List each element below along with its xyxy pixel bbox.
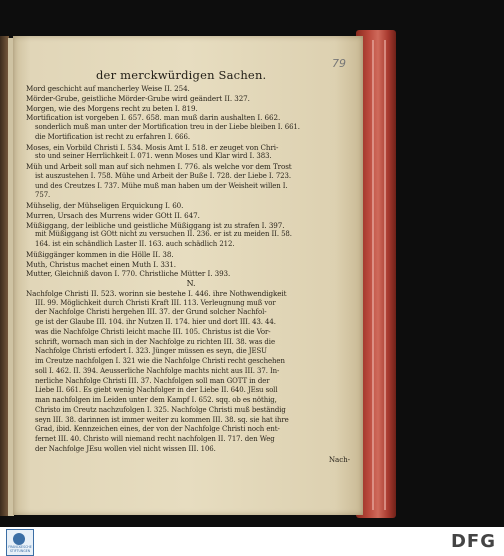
text-line: und des Creutzes I. 737. Mühe muß man haben um der Weisheit willen I. [35, 181, 288, 190]
text-line: Liebe II. 661. Es giebt wenig Nachfolger in der Liebe II. 640. JEsu soll [35, 386, 278, 395]
text-line: Murren, Ursach des Murrens wider GOtt II. 647. [26, 210, 200, 220]
text-line: fernet III. 40. Christo will niemand recht nachfolgen II. 717. den Weg [35, 435, 275, 443]
catchword: Nach- [328, 454, 350, 464]
text-line: Morgen, wie des Morgens recht zu beten I. 819. [26, 103, 198, 113]
text-line: nerliche Nachfolge Christi III. 37. Nachfolgen soll man GOTT in der [35, 376, 270, 385]
text-line: der Nachfolge Christi hergehen III. 37. der Grund solcher Nachfol- [35, 308, 267, 317]
running-title: der merckwürdigen Sachen. [96, 68, 267, 82]
text-line: man nachfolgen im Leiden unter dem Kampf I. 652. sqq. ob es nöthig, [35, 396, 277, 404]
text-line: sonderlich muß man unter der Mortification treu in der Liebe bleiben I. 661. [35, 123, 300, 131]
index-text-block [26, 84, 356, 464]
text-line: Mühselig, der Mühseligen Erquickung I. 60. [26, 201, 184, 210]
page-number: 79 [332, 57, 346, 70]
text-line: Müh und Arbeit soll man auf sich nehmen I. 776. als welche vor dem Trost [26, 162, 292, 171]
text-line: Grad, ibid. Kennzeichen eines, der von der Nachfolge Christi noch ent- [35, 425, 280, 434]
text-line: Müßiggang, der leibliche und geistliche Müßiggang ist zu strafen I. 397. [26, 220, 285, 230]
text-line: sto und seiner Herrlichkeit I. 071. wenn Moses und Klar wird I. 383. [35, 152, 272, 161]
text-line: Mord geschicht auf mancherley Weise II. 254. [26, 84, 190, 93]
text-line: Christo im Creutz nachzufolgen I. 325. Nachfolge Christi muß beständig [35, 405, 286, 414]
text-line: Mortification ist vorgeben I. 657. 658. man muß darin aushalten I. 662. [26, 113, 281, 123]
text-line: soll I. 462. II. 394. Aeusserliche Nachfolge machts nicht aus III. 37. In- [35, 366, 280, 375]
text-line: 164. ist ein schändlich Laster II. 163. auch schädlich 212. [35, 240, 235, 248]
text-line: seyn III. 38. darinnen ist immer weiter zu kommen III. 38. sq. sie hat ihre [35, 415, 289, 424]
text-line: im Creutze nachfolgen I. 321 wie die Nachfolge Christi recht geschehen [35, 357, 285, 365]
text-line: was die Nachfolge Christi leicht mache III. 105. Christus ist die Vor- [35, 327, 271, 336]
text-line: Mörder-Grube, geistliche Mörder-Grube wird geändert II. 327. [26, 93, 250, 103]
text-line: schrift, wornach man sich in der Nachfolge zu richten III. 38. was die [35, 337, 275, 346]
logo-caption: FRANCKESCHE STIFTUNGEN [8, 545, 32, 553]
logo-emblem-icon [13, 533, 25, 545]
text-line: 757. [35, 191, 51, 200]
dfg-logo[interactable]: DFG [450, 531, 496, 552]
cover-edge-line [384, 40, 386, 510]
text-line: Müßiggänger kommen in die Hölle II. 38. [26, 249, 174, 259]
foundation-logo[interactable] [6, 529, 34, 556]
text-line: ist auszustehen I. 758. Mühe und Arbeit der Buße I. 728. der Liebe I. 723. [35, 171, 291, 180]
text-line: Nachfolge Christi erfodert I. 323. Jünger müssen es seyn, die JESU [35, 347, 267, 356]
text-line: die Mortification ist recht zu erfahren I. 666. [35, 132, 190, 141]
text-line: III. 99. Möglichkeit durch Christi Kraft III. 113. Verleugnung muß vor [35, 298, 276, 307]
text-line: der Nachfolge JEsu wollen viel nicht wissen III. 106. [35, 444, 216, 453]
text-line: Mutter, Gleichniß davon I. 770. Christliche Mütter I. 393. [26, 269, 231, 279]
viewer-footer [0, 527, 504, 556]
text-line: Moses, ein Vorbild Christi I. 534. Mosis Amt I. 518. er zeuget von Chri- [26, 142, 279, 152]
text-line: Muth, Christus machet einen Muth I. 331. [26, 259, 176, 269]
text-line: Nachfolge Christi II. 523. worinn sie bestehe I. 446. ihre Nothwendigkeit [26, 288, 287, 298]
cover-edge-line [372, 40, 374, 510]
text-line: mit Müßiggang ist GOtt nicht zu versuchen II. 236. er ist zu meiden II. 58. [35, 230, 292, 239]
text-line: ge ist der Glaube III. 104. ihr Nutzen II. 174. hier und dort III. 43. 44. [35, 318, 276, 326]
section-letter: N. [186, 279, 196, 288]
